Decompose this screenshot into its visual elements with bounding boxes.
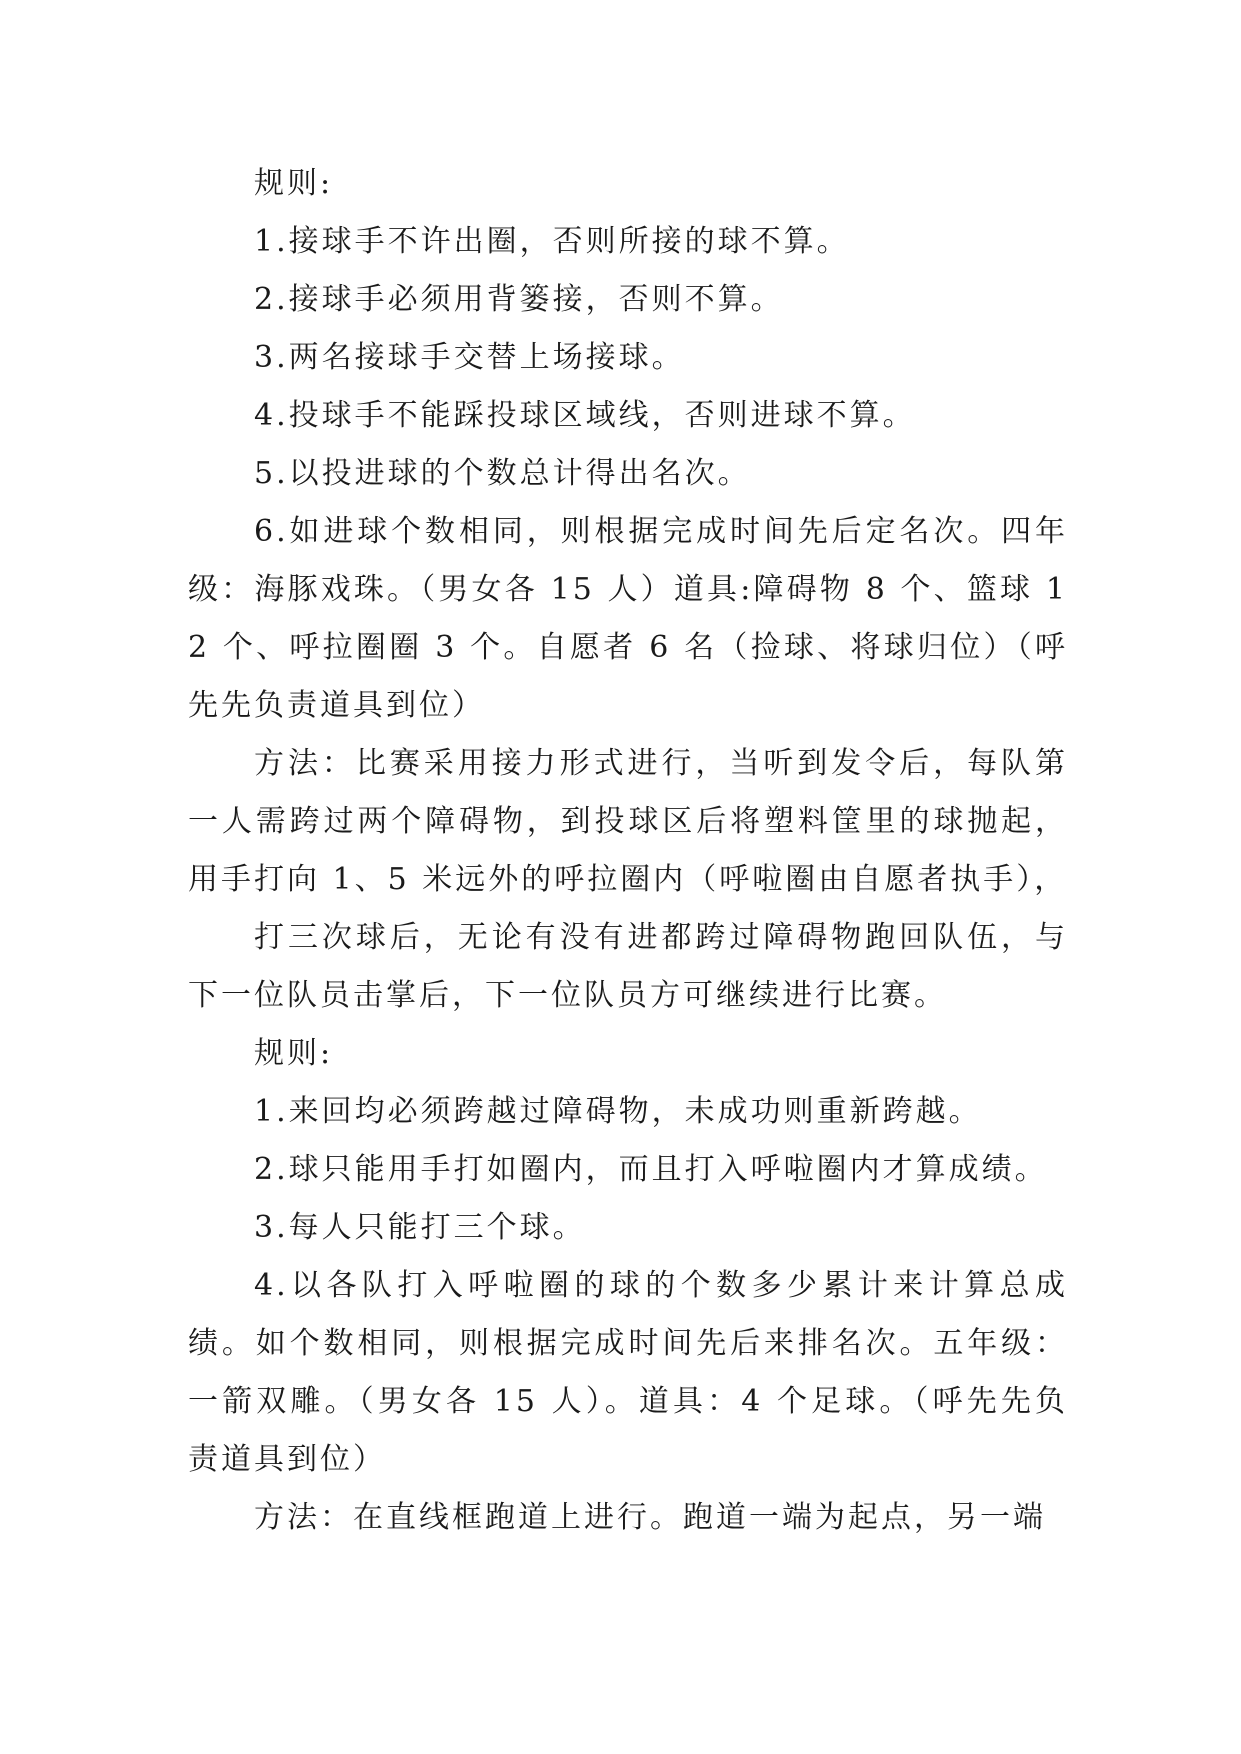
method-paragraph: 打三次球后，无论有没有进都跨过障碍物跑回队伍，与下一位队员击掌后，下一位队员方可继续进行比赛。	[188, 920, 1068, 1013]
document-body	[188, 155, 1068, 1547]
rule-item: 4.以各队打入呼啦圈的球的个数多少累计来计算总成绩。如个数相同，则根据完成时间先后来排名次。五年级：一箭双雕。（男女各 15 人）。道具：4 个足球。（呼先先负责道具到位）	[188, 1268, 1068, 1477]
rules-heading: 规则:	[254, 166, 334, 201]
rule-item: 5.以投进球的个数总计得出名次。	[254, 456, 751, 491]
rules-heading: 规则:	[254, 1036, 334, 1071]
rule-item: 1.接球手不许出圈，否则所接的球不算。	[254, 224, 850, 259]
rule-item: 3.每人只能打三个球。	[254, 1210, 586, 1245]
rule-item: 2.接球手必须用背篓接，否则不算。	[254, 282, 784, 317]
rule-item: 6.如进球个数相同，则根据完成时间先后定名次。四年级：海豚戏珠。（男女各 15 人）道具:障碍物 8 个、篮球 12 个、呼拉圈圈 3 个。自愿者 6 名（捡球、将球归位）（呼先先负责道具到位）	[188, 514, 1068, 723]
rule-item: 4.投球手不能踩投球区域线，否则进球不算。	[254, 398, 916, 433]
rule-item: 1.来回均必须跨越过障碍物，未成功则重新跨越。	[254, 1094, 982, 1129]
rule-item: 3.两名接球手交替上场接球。	[254, 340, 685, 375]
method-paragraph: 方法：在直线框跑道上进行。跑道一端为起点，另一端	[254, 1500, 1046, 1535]
rule-item: 2.球只能用手打如圈内，而且打入呼啦圈内才算成绩。	[254, 1152, 1048, 1187]
method-paragraph: 方法：比赛采用接力形式进行，当听到发令后，每队第一人需跨过两个障碍物，到投球区后将塑料筐里的球抛起，用手打向 1、5 米远外的呼拉圈内（呼啦圈由自愿者执手），	[188, 746, 1068, 897]
